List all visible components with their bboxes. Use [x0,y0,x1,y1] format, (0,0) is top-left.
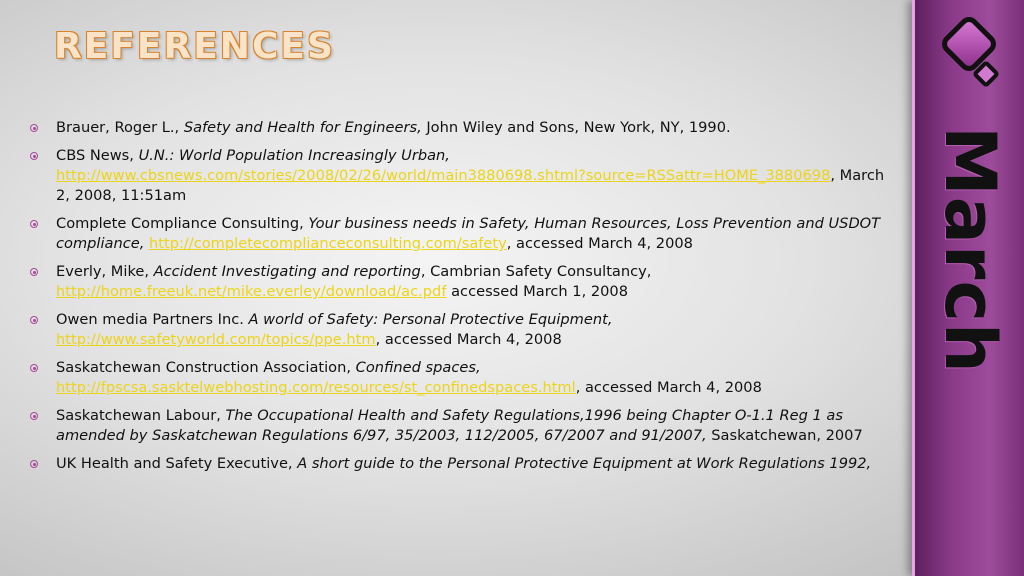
reference-text: Brauer, Roger L., [56,119,184,136]
reference-text: Saskatchewan Labour, [56,407,226,424]
reference-link[interactable]: http://fpscsa.sasktelwebhosting.com/resources/st_confinedspaces.html [56,379,576,396]
reference-text: , accessed March 4, 2008 [506,235,693,252]
reference-item [28,146,890,206]
reference-title: Accident Investigating and reporting [153,263,421,280]
bullet-icon [30,268,38,276]
reference-item [28,214,890,254]
reference-text: , Cambrian Safety Consultancy, [420,263,652,280]
reference-title: Your business needs in Safety, Human Resources, Loss Prevention and USDOT compliance, [56,215,881,252]
bullet-icon [30,460,38,468]
reference-title: The Occupational Health and Safety Regulations,1996 being Chapter O-1.1 Reg 1 as amended by Saskatchewan Regulations 6/97, 35/2003, 112/2005, 67/2007 and 91/2007, [56,407,843,444]
reference-text: Saskatchewan, 2007 [706,427,863,444]
bullet-icon [30,316,38,324]
bullet-icon [30,364,38,372]
reference-text: Owen media Partners Inc. [56,311,249,328]
references-list [28,118,890,482]
reference-text: Everly, Mike, [56,263,154,280]
reference-title: A world of Safety: Personal Protective Equipment, [248,311,613,328]
bullet-icon [30,220,38,228]
reference-item [28,310,890,350]
reference-text: accessed March 1, 2008 [446,283,628,300]
sidebar-edge [912,0,915,576]
reference-link[interactable]: http://www.safetyworld.com/topics/ppe.htm [56,331,376,348]
reference-title: Safety and Health for Engineers, [183,119,422,136]
bullet-icon [30,124,38,132]
reference-item [28,406,890,446]
reference-text: UK Health and Safety Executive, [56,455,298,472]
reference-link[interactable]: http://completecomplianceconsulting.com/safety [149,235,507,252]
reference-link[interactable]: http://home.freeuk.net/mike.everley/download/ac.pdf [56,283,447,300]
reference-title: A short guide to the Personal Protective Equipment at Work Regulations 1992, [297,455,872,472]
reference-text: John Wiley and Sons, New York, NY, 1990. [421,119,731,136]
bullet-icon [30,152,38,160]
reference-text: Saskatchewan Construction Association, [56,359,356,376]
reference-text: CBS News, [56,147,139,164]
page-title: REFERENCES [54,26,335,67]
reference-item [28,358,890,398]
reference-text: , accessed March 4, 2008 [575,379,762,396]
reference-text: , accessed March 4, 2008 [375,331,562,348]
month-label: March [929,126,1011,374]
reference-title: U.N.: World Population Increasingly Urban, [138,147,450,164]
reference-text: , March 2, 2008, 11:51am [56,167,885,204]
reference-text: Complete Compliance Consulting, [56,215,309,232]
reference-item [28,118,890,138]
month-sidebar [912,0,1024,576]
reference-link[interactable]: http://www.cbsnews.com/stories/2008/02/26/world/main3880698.shtml?source=RSSattr=HOME_3880698 [56,167,831,184]
reference-item [28,454,890,474]
reference-item [28,262,890,302]
bullet-icon [30,412,38,420]
diamond-logo-icon [934,16,1004,86]
reference-title: Confined spaces, [355,359,481,376]
